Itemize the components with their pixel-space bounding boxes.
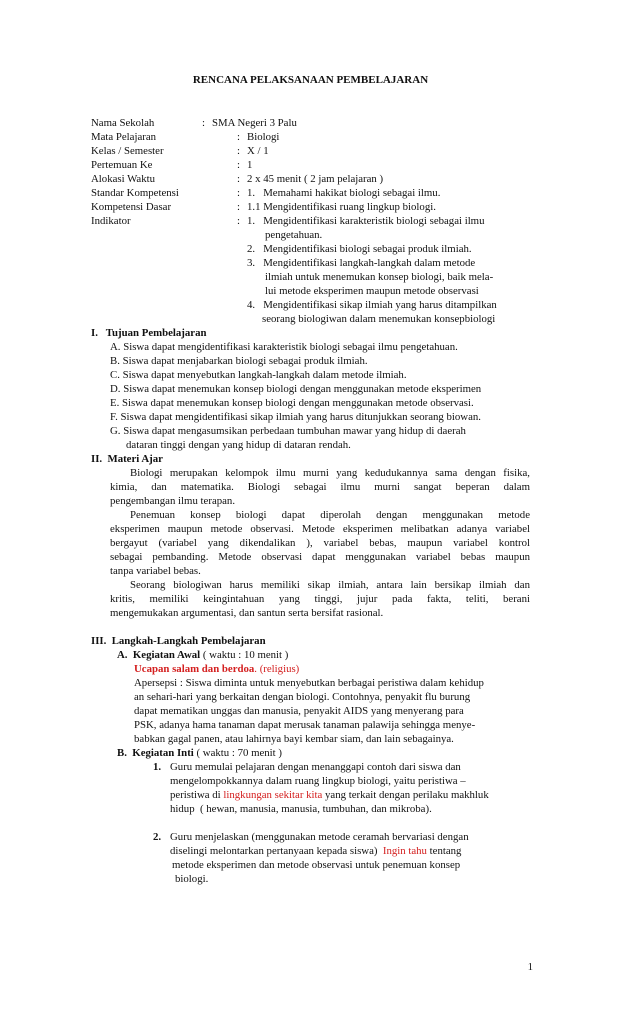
sep-standar-kompetensi: : [237, 187, 240, 199]
salam-text: Ucapan salam dan berdoa [134, 663, 255, 675]
paragraph-line: Seorang biologiwan harus memiliki sikap ilmiah, antara lain bersikap ilmiah dan [130, 579, 530, 591]
objective-item: B. Siswa dapat menjabarkan biologi sebagai produk ilmiah. [110, 355, 368, 367]
document-title: RENCANA PELAKSANAAN PEMBELAJARAN [192, 74, 429, 86]
label-kompetensi-dasar: Kompetensi Dasar [91, 201, 172, 213]
value-alokasi-waktu: 2 x 45 menit ( 2 jam pelajaran ) [247, 173, 384, 185]
paragraph-line: pengembangan ilmu terapan. [110, 495, 236, 507]
inti-item-number: 2. [153, 831, 162, 843]
inti-item-line: Guru memulai pelajaran dengan menanggapi contoh dari siswa dan [170, 761, 461, 773]
label-standar-kompetensi: Standar Kompetensi [91, 187, 179, 199]
paragraph-line: eksperimen maupun metode observasi. Metode eksperimen melibatkan adanya variabel [110, 523, 530, 535]
objective-item: D. Siswa dapat menemukan konsep biologi dengan menggunakan metode eksperimen [110, 383, 482, 395]
sep-kompetensi-dasar: : [237, 201, 240, 213]
label-nama-sekolah: Nama Sekolah [91, 117, 155, 129]
apersepsi-line: PSK, adanya hama tanaman dapat merusak tanaman palawija sehingga menye- [134, 719, 476, 731]
inti-item-line: hidup ( hewan, manusia, manusia, tumbuhan, dan mikroba). [170, 803, 432, 815]
value-kompetensi-dasar: 1.1 Mengidentifikasi ruang lingkup biologi. [247, 201, 436, 213]
objective-item: E. Siswa dapat menemukan konsep biologi dengan menggunakan metode observasi. [110, 397, 474, 409]
indicator-line: pengetahuan. [265, 229, 323, 241]
indicator-line: 2. Mengidentifikasi biologi sebagai produk ilmiah. [247, 243, 472, 255]
apersepsi-line: Apersepsi : Siswa diminta untuk menyebutkan berbagai peristiwa dalam kehidup [134, 677, 484, 689]
kegiatan-inti-time: ( waktu : 70 menit ) [193, 747, 282, 759]
inti-text: diselingi melontarkan pertanyaan kepada siswa) [170, 845, 383, 857]
inti-text: peristiwa di [170, 789, 224, 801]
label-mata-pelajaran: Mata Pelajaran [91, 131, 157, 143]
sep-nama-sekolah: : [202, 117, 205, 129]
inti-item-number: 1. [153, 761, 162, 773]
highlight-ingin-tahu: Ingin tahu [382, 845, 427, 857]
indicator-line: 4. Mengidentifikasi sikap ilmiah yang harus ditampilkan [247, 299, 497, 311]
indicator-line: ilmiah untuk menemukan konsep biologi, baik mela- [265, 271, 494, 283]
value-nama-sekolah: SMA Negeri 3 Palu [212, 117, 297, 129]
label-alokasi-waktu: Alokasi Waktu [91, 173, 156, 185]
page-number: 1 [527, 961, 533, 973]
paragraph-line: mengemukakan argumentasi, dan santun serta bersifat rasional. [110, 607, 384, 619]
value-kelas-semester: X / 1 [247, 145, 269, 157]
kegiatan-inti-heading [117, 746, 282, 760]
religius-tag: . (religius) [254, 663, 300, 675]
inti-item-line: biologi. [175, 873, 209, 885]
objective-item: A. Siswa dapat mengidentifikasi karakteristik biologi sebagai ilmu pengetahuan. [110, 341, 458, 353]
salam-line [134, 662, 299, 676]
kegiatan-inti-label: B. Kegiatan Inti [117, 747, 194, 759]
inti-item-line [170, 844, 461, 858]
label-indikator: Indikator [91, 215, 131, 227]
apersepsi-line: babkan gagal panen, atau lahirnya bayi kembar siam, dan lain sebagainya. [134, 733, 454, 745]
sep-pertemuan: : [237, 159, 240, 171]
objective-item: dataran tinggi dengan yang hidup di dataran rendah. [126, 439, 351, 451]
inti-text: yang terkait dengan perilaku makhluk [322, 789, 489, 801]
label-pertemuan: Pertemuan Ke [91, 159, 153, 171]
inti-item-line: mengelompokkannya dalam ruang lingkup biologi, yaitu peristiwa – [170, 775, 466, 787]
value-indikator: 1. Mengidentifikasi karakteristik biologi sebagai ilmu [247, 215, 485, 227]
sep-kelas-semester: : [237, 145, 240, 157]
kegiatan-awal-heading [117, 648, 288, 662]
value-pertemuan: 1 [247, 159, 253, 171]
indicator-line: lui metode eksperimen maupun metode observasi [265, 285, 479, 297]
objective-item: C. Siswa dapat menyebutkan langkah-langkah dalam metode ilmiah. [110, 369, 407, 381]
paragraph-line: Biologi merupakan kelompok ilmu murni yang kedudukannya sama dengan fisika, [130, 467, 530, 479]
kegiatan-awal-time: ( waktu : 10 menit ) [200, 649, 289, 661]
section-heading: III. Langkah-Langkah Pembelajaran [91, 635, 266, 647]
value-standar-kompetensi: 1. Memahami hakikat biologi sebagai ilmu. [247, 187, 441, 199]
indicator-line: 3. Mengidentifikasi langkah-langkah dalam metode [247, 257, 476, 269]
paragraph-line: tanpa variabel bebas. [110, 565, 201, 577]
label-kelas-semester: Kelas / Semester [91, 145, 164, 157]
section-heading: II. Materi Ajar [91, 453, 163, 465]
inti-item-line [170, 788, 489, 802]
paragraph-line: kimia, dan matematika. Biologi sebagai ilmu murni sangat beperan dalam [110, 481, 530, 493]
section-heading: I. Tujuan Pembelajaran [91, 327, 207, 339]
inti-text: tentang [426, 845, 462, 857]
apersepsi-line: dapat mematikan unggas dan manusia, penyakit AIDS yang menyerang para [134, 705, 464, 717]
sep-mata-pelajaran: : [237, 131, 240, 143]
indicator-line: seorang biologiwan dalam menemukan konsepbiologi [262, 313, 496, 325]
objective-item: G. Siswa dapat mengasumsikan perbedaan tumbuhan mawar yang hidup di daerah [110, 425, 466, 437]
paragraph-line: bergayut (variabel yang dikendalikan ), variabel bebas, maupun variabel kontrol [110, 537, 530, 549]
highlight-lingkungan: lingkungan sekitar kita [223, 789, 323, 801]
sep-indikator: : [237, 215, 240, 227]
paragraph-line: sebagai pembanding. Metode observasi dapat menggunakan variabel bebas maupun [110, 551, 530, 563]
apersepsi-line: an sehari-hari yang berkaitan dengan biologi. Contohnya, penyakit flu burung [134, 691, 471, 703]
inti-item-line: metode eksperimen dan metode observasi untuk penemuan konsep [172, 859, 461, 871]
sep-alokasi-waktu: : [237, 173, 240, 185]
kegiatan-awal-label: A. Kegiatan Awal [117, 649, 201, 661]
value-mata-pelajaran: Biologi [247, 131, 280, 143]
paragraph-line: Penemuan konsep biologi dapat diperolah dengan menggunakan metode [130, 509, 530, 521]
objective-item: F. Siswa dapat mengidentifikasi sikap ilmiah yang harus ditunjukkan seorang biowan. [110, 411, 481, 423]
paragraph-line: kritis, memiliki keingintahuan yang tinggi, jujur pada fakta, teliti, berani [110, 593, 530, 605]
inti-item-line: Guru menjelaskan (menggunakan metode ceramah bervariasi dengan [170, 831, 469, 843]
